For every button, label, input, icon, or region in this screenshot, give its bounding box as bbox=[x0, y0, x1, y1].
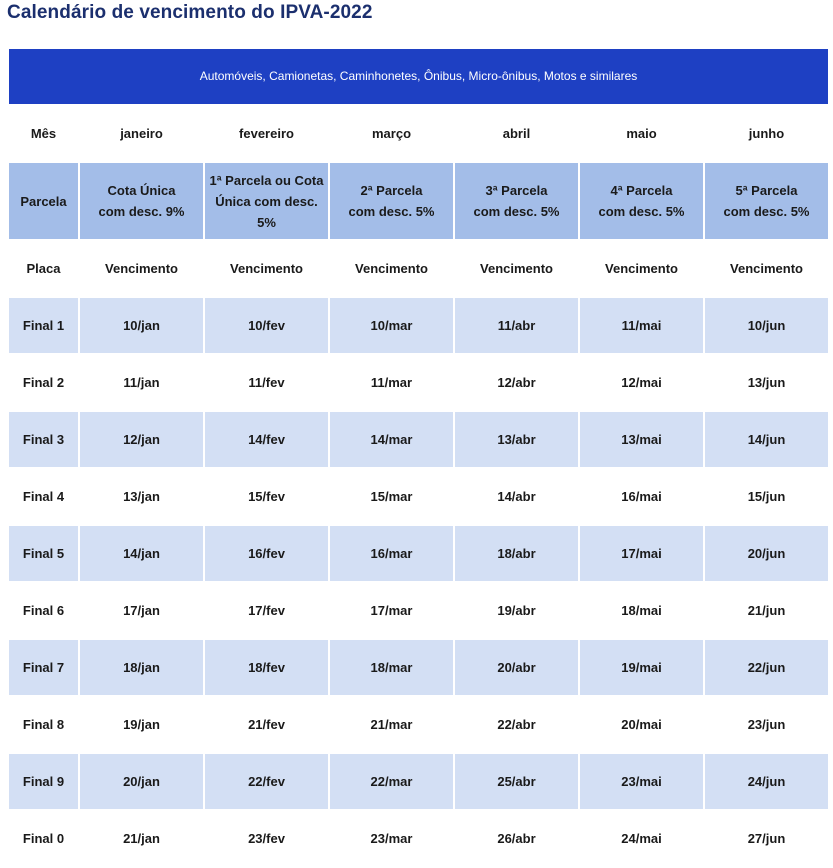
due-date-cell: 24/jun bbox=[705, 754, 828, 809]
due-date-cell: 19/abr bbox=[455, 583, 578, 638]
parcela-cell bbox=[80, 163, 203, 239]
due-date-cell: 12/abr bbox=[455, 355, 578, 410]
month-row bbox=[9, 106, 828, 161]
table-row bbox=[9, 298, 828, 353]
parcela-line1: 5ª Parcela bbox=[735, 183, 798, 198]
parcela-cell bbox=[330, 163, 453, 239]
vencimento-header-cell: Vencimento bbox=[580, 241, 703, 296]
table-row bbox=[9, 469, 828, 524]
parcela-line2: com desc. 5% bbox=[598, 204, 685, 219]
due-date-cell: 20/abr bbox=[455, 640, 578, 695]
due-date-cell: 14/mar bbox=[330, 412, 453, 467]
month-header-cell: maio bbox=[580, 106, 703, 161]
due-date-cell: 17/mar bbox=[330, 583, 453, 638]
due-date-cell: 21/fev bbox=[205, 697, 328, 752]
ipva-calendar-table bbox=[7, 47, 830, 868]
due-date-cell: 13/jan bbox=[80, 469, 203, 524]
placa-cell: Final 0 bbox=[9, 811, 78, 866]
due-date-cell: 16/mai bbox=[580, 469, 703, 524]
table-row bbox=[9, 355, 828, 410]
placa-cell: Final 2 bbox=[9, 355, 78, 410]
due-date-cell: 20/jan bbox=[80, 754, 203, 809]
month-header-cell: janeiro bbox=[80, 106, 203, 161]
placa-cell: Final 5 bbox=[9, 526, 78, 581]
due-date-cell: 21/jan bbox=[80, 811, 203, 866]
due-date-cell: 26/abr bbox=[455, 811, 578, 866]
due-date-cell: 21/mar bbox=[330, 697, 453, 752]
month-header-cell: fevereiro bbox=[205, 106, 328, 161]
month-label-cell: Mês bbox=[9, 106, 78, 161]
due-date-cell: 23/jun bbox=[705, 697, 828, 752]
due-date-cell: 23/fev bbox=[205, 811, 328, 866]
table-row bbox=[9, 754, 828, 809]
due-date-cell: 10/jun bbox=[705, 298, 828, 353]
due-date-cell: 18/mar bbox=[330, 640, 453, 695]
parcela-line1: 2ª Parcela bbox=[360, 183, 423, 198]
placa-cell: Final 3 bbox=[9, 412, 78, 467]
parcela-cell bbox=[705, 163, 828, 239]
vencimento-header-cell: Vencimento bbox=[705, 241, 828, 296]
due-date-cell: 13/jun bbox=[705, 355, 828, 410]
table-row bbox=[9, 811, 828, 866]
vencimento-header-cell: Vencimento bbox=[205, 241, 328, 296]
due-date-cell: 22/fev bbox=[205, 754, 328, 809]
due-date-cell: 17/jan bbox=[80, 583, 203, 638]
parcela-label-cell: Parcela bbox=[9, 163, 78, 239]
parcela-line2: com desc. 5% bbox=[473, 204, 560, 219]
due-date-cell: 25/abr bbox=[455, 754, 578, 809]
due-date-cell: 20/mai bbox=[580, 697, 703, 752]
due-date-cell: 23/mai bbox=[580, 754, 703, 809]
due-date-cell: 18/jan bbox=[80, 640, 203, 695]
due-date-cell: 23/mar bbox=[330, 811, 453, 866]
parcela-line1: 1ª Parcela ou Cota bbox=[209, 172, 324, 188]
vencimento-row bbox=[9, 241, 828, 296]
due-date-cell: 12/mai bbox=[580, 355, 703, 410]
due-date-cell: 15/fev bbox=[205, 469, 328, 524]
parcela-cell bbox=[205, 163, 328, 239]
table-row bbox=[9, 640, 828, 695]
due-date-cell: 22/jun bbox=[705, 640, 828, 695]
month-header-cell: março bbox=[330, 106, 453, 161]
placa-cell: Final 8 bbox=[9, 697, 78, 752]
due-date-cell: 14/jun bbox=[705, 412, 828, 467]
due-date-cell: 10/mar bbox=[330, 298, 453, 353]
placa-cell: Final 1 bbox=[9, 298, 78, 353]
due-date-cell: 15/mar bbox=[330, 469, 453, 524]
due-date-cell: 10/jan bbox=[80, 298, 203, 353]
parcela-line1: 3ª Parcela bbox=[485, 183, 548, 198]
due-date-cell: 24/mai bbox=[580, 811, 703, 866]
parcela-cell bbox=[455, 163, 578, 239]
due-date-cell: 17/mai bbox=[580, 526, 703, 581]
table-row bbox=[9, 583, 828, 638]
parcela-line1: 4ª Parcela bbox=[610, 183, 673, 198]
due-date-cell: 15/jun bbox=[705, 469, 828, 524]
due-date-cell: 22/abr bbox=[455, 697, 578, 752]
vencimento-header-cell: Vencimento bbox=[330, 241, 453, 296]
due-date-cell: 22/mar bbox=[330, 754, 453, 809]
due-date-cell: 14/jan bbox=[80, 526, 203, 581]
vencimento-header-cell: Vencimento bbox=[455, 241, 578, 296]
due-date-cell: 16/mar bbox=[330, 526, 453, 581]
due-date-cell: 11/fev bbox=[205, 355, 328, 410]
vehicle-category-banner: Automóveis, Camionetas, Caminhonetes, Ônibus, Micro-ônibus, Motos e similares bbox=[9, 49, 828, 104]
due-date-cell: 18/mai bbox=[580, 583, 703, 638]
due-date-cell: 18/fev bbox=[205, 640, 328, 695]
parcela-line2: Única com desc. 5% bbox=[215, 193, 318, 230]
vencimento-header-cell: Vencimento bbox=[80, 241, 203, 296]
due-date-cell: 11/mar bbox=[330, 355, 453, 410]
due-date-cell: 18/abr bbox=[455, 526, 578, 581]
due-date-cell: 14/abr bbox=[455, 469, 578, 524]
month-header-cell: junho bbox=[705, 106, 828, 161]
page-title: Calendário de vencimento do IPVA-2022 bbox=[7, 2, 373, 23]
due-date-cell: 10/fev bbox=[205, 298, 328, 353]
parcela-line2: com desc. 5% bbox=[723, 204, 810, 219]
due-date-cell: 12/jan bbox=[80, 412, 203, 467]
due-date-cell: 17/fev bbox=[205, 583, 328, 638]
banner-row bbox=[9, 49, 828, 104]
due-date-cell: 11/mai bbox=[580, 298, 703, 353]
due-date-cell: 20/jun bbox=[705, 526, 828, 581]
due-date-cell: 11/abr bbox=[455, 298, 578, 353]
table-row bbox=[9, 697, 828, 752]
due-date-cell: 14/fev bbox=[205, 412, 328, 467]
parcela-cell bbox=[580, 163, 703, 239]
table-row bbox=[9, 412, 828, 467]
due-date-cell: 21/jun bbox=[705, 583, 828, 638]
due-date-cell: 27/jun bbox=[705, 811, 828, 866]
due-date-cell: 19/mai bbox=[580, 640, 703, 695]
parcela-row bbox=[9, 163, 828, 239]
due-date-cell: 13/abr bbox=[455, 412, 578, 467]
placa-cell: Final 7 bbox=[9, 640, 78, 695]
parcela-line1: Cota Única bbox=[107, 183, 176, 198]
placa-cell: Final 4 bbox=[9, 469, 78, 524]
due-date-cell: 13/mai bbox=[580, 412, 703, 467]
due-date-cell: 19/jan bbox=[80, 697, 203, 752]
placa-label-cell: Placa bbox=[9, 241, 78, 296]
placa-cell: Final 6 bbox=[9, 583, 78, 638]
month-header-cell: abril bbox=[455, 106, 578, 161]
due-date-cell: 11/jan bbox=[80, 355, 203, 410]
placa-cell: Final 9 bbox=[9, 754, 78, 809]
parcela-line2: com desc. 5% bbox=[348, 204, 435, 219]
parcela-line2: com desc. 9% bbox=[98, 204, 185, 219]
due-date-cell: 16/fev bbox=[205, 526, 328, 581]
table-row bbox=[9, 526, 828, 581]
